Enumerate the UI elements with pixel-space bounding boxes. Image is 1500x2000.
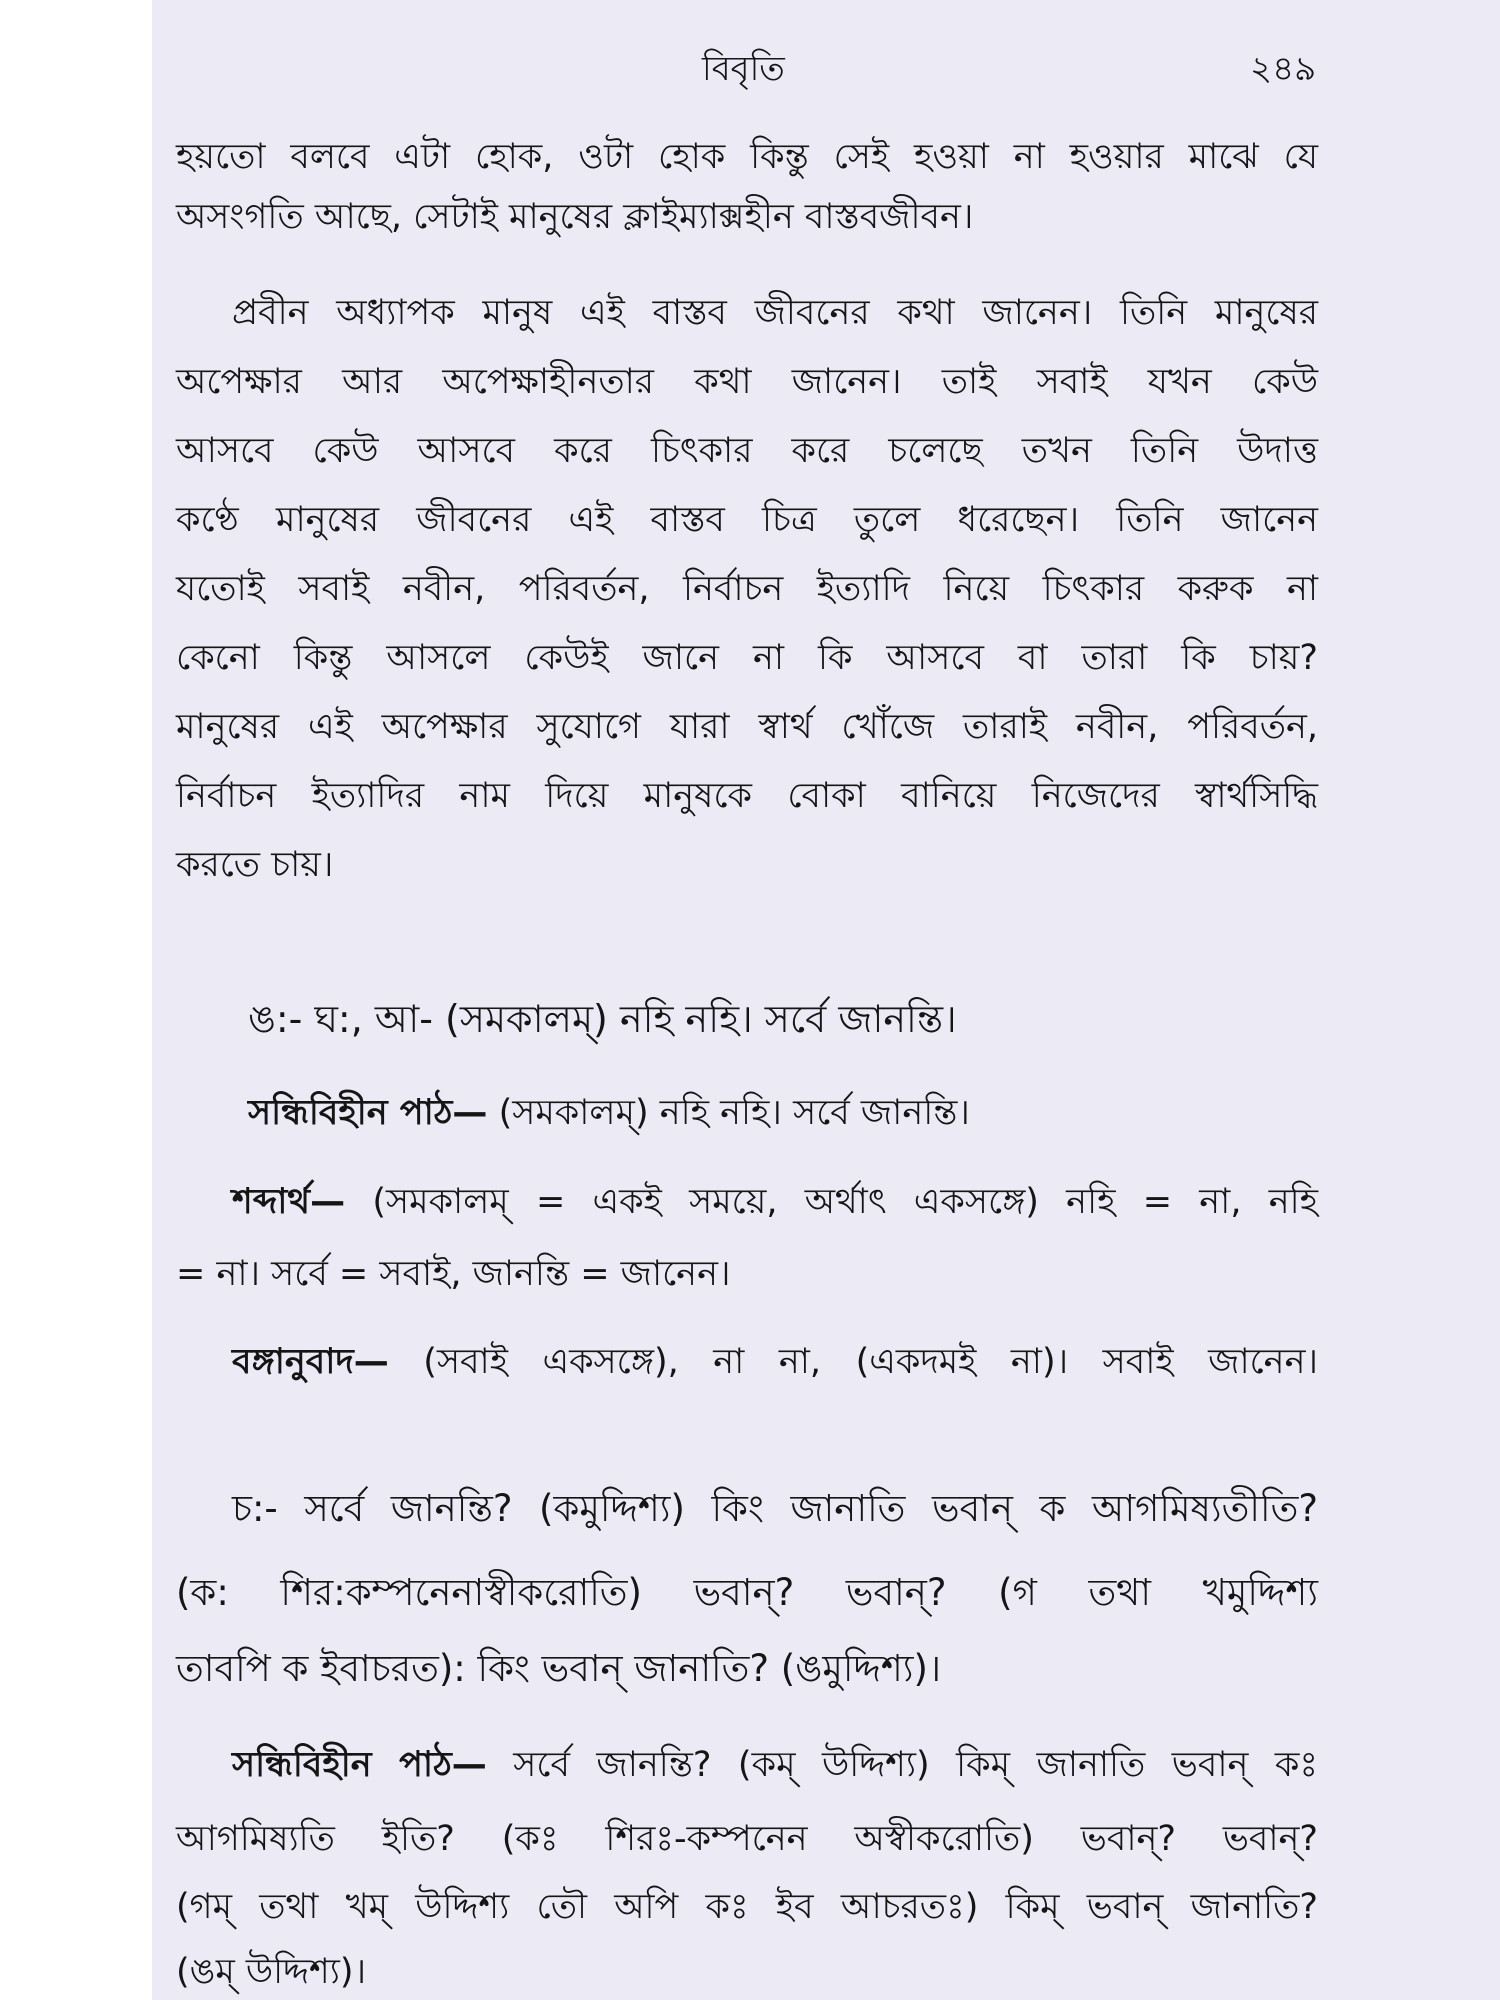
sandhi-line: (গম্ তথা খম্ উদ্দিশ্য তৌ অপি কঃ ইব আচরতঃ) কিম্ ভবান্ জানাতি? [176,1887,1318,1927]
body-line: অসংগতি আছে, সেটাই মানুষের ক্লাইম্যাক্সহীন বাস্তবজীবন। [176,197,974,237]
translation-label: বঙ্গানুবাদ— [232,1342,389,1382]
body-line: যতোই সবাই নবীন, পরিবর্তন, নির্বাচন ইত্যাদি নিয়ে চিৎকার করুক না [176,569,1318,609]
sandhi-line [232,1745,1318,1785]
sandhi-text: সর্বে জানন্তি? (কম্ উদ্দিশ্য) কিম্ জানাতি ভবান্ কঃ [513,1745,1318,1785]
page-margin [0,0,150,2000]
verse-line: ঙ:- ঘ:, আ- (সমকালম্) নহি নহি। সর্বে জানন্তি। [248,997,957,1041]
body-line: অপেক্ষার আর অপেক্ষাহীনতার কথা জানেন। তাই সবাই যখন কেউ [176,362,1318,402]
sandhi-label: সন্ধিবিহীন পাঠ— [248,1093,488,1133]
translation-line [232,1342,1318,1382]
word-meaning-line [232,1182,1318,1222]
body-line: কণ্ঠে মানুষের জীবনের এই বাস্তব চিত্র তুলে ধরেছেন। তিনি জানেন [176,500,1318,540]
body-line: হয়তো বলবে এটা হোক, ওটা হোক কিন্তু সেই হওয়া না হওয়ার মাঝে যে [176,137,1318,177]
sandhi-line: আগমিষ্যতি ইতি? (কঃ শিরঃ-কম্পনেন অস্বীকরোতি) ভবান্? ভবান্? [176,1819,1318,1859]
word-meaning-line: = না। সর্বে = সবাই, জানন্তি = জানেন। [176,1254,731,1294]
word-meaning-label: শব্দার্থ— [232,1182,346,1222]
verse-line: (ক: শির:কম্পনেনাস্বীকরোতি) ভবান্? ভবান্? (গ তথা খমুদ্দিশ্য [176,1571,1318,1614]
body-line: প্রবীন অধ্যাপক মানুষ এই বাস্তব জীবনের কথা জানেন। তিনি মানুষের [232,293,1318,333]
translation-text: (সবাই একসঙ্গে), না না, (একদমই না)। সবাই জানেন। [423,1342,1318,1382]
sandhi-text: (সমকালম্) নহি নহি। সর্বে জানন্তি। [498,1093,970,1133]
body-line: আসবে কেউ আসবে করে চিৎকার করে চলেছে তখন তিনি উদাত্ত [176,431,1318,471]
body-line: মানুষের এই অপেক্ষার সুযোগে যারা স্বার্থ খোঁজে তারাই নবীন, পরিবর্তন, [176,707,1318,747]
running-header-title: বিবৃতি [702,49,785,89]
sandhi-label: সন্ধিবিহীন পাঠ— [232,1745,487,1785]
verse-line: চ:- সর্বে জানন্তি? (কমুদ্দিশ্য) কিং জানাতি ভবান্ ক আগমিষ্যতীতি? [232,1487,1318,1530]
body-line: নির্বাচন ইত্যাদির নাম দিয়ে মানুষকে বোকা বানিয়ে নিজেদের স্বার্থসিদ্ধি [176,776,1318,816]
sandhi-line [248,1093,970,1133]
sandhi-line: (ঙম্ উদ্দিশ্য)। [176,1952,367,1992]
body-line: কেনো কিন্তু আসলে কেউই জানে না কি আসবে বা তারা কি চায়? [176,638,1318,678]
word-meaning-text: (সমকালম্ = একই সময়ে, অর্থাৎ একসঙ্গে) নহি = না, নহি [372,1182,1318,1222]
verse-line: তাবপি ক ইবাচরত): কিং ভবান্ জানাতি? (ঙমুদ্দিশ্য)। [176,1647,942,1690]
body-line: করতে চায়। [176,845,334,885]
page-number: ২৪৯ [1250,49,1317,89]
